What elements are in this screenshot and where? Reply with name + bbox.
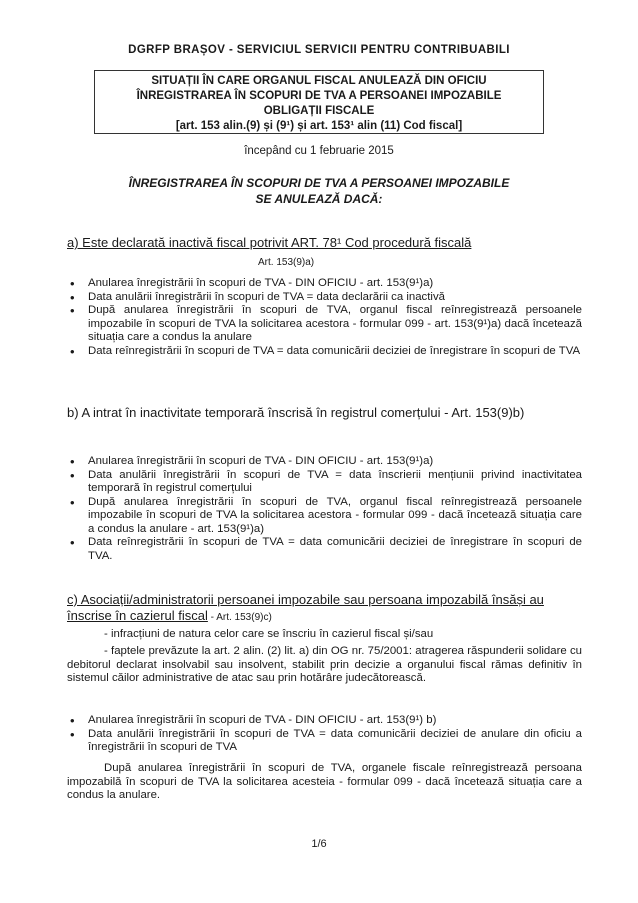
list-item: • Data anulării înregistrării în scopuri de TVA = data comunicării deciziei de anulare din oficiu a înregistrării în scopuri de TVA — [67, 728, 582, 755]
title-line-1: SITUAȚII ÎN CARE ORGANUL FISCAL ANULEAZĂ DIN OFICIU — [151, 75, 487, 87]
list-item: • Data anulării înregistrării în scopuri de TVA = data înscrierii mențiunii privind inactivitatea temporară în registrul comerțului — [67, 469, 582, 496]
list-item: • După anularea înregistrării în scopuri de TVA, organul fiscal reînregistrează persoanele impozabile în scopuri de TVA la solicitarea acestora - formular 099 - art. 153(9¹)a) dacă încetează situația care a condus la anulare — [67, 304, 582, 345]
section-c-title — [67, 592, 582, 626]
title-box — [94, 70, 544, 134]
list-item: • Anularea înregistrării în scopuri de TVA - DIN OFICIU - art. 153(9¹) b) — [67, 714, 582, 728]
section-a-title — [67, 235, 582, 251]
section-c-item-1: - infracțiuni de natura celor care se înscriu în cazierul fiscal și/sau — [104, 628, 434, 640]
title-line-4: [art. 153 alin.(9) și (9¹) și art. 153¹ alin (11) Cod fiscal] — [175, 120, 463, 132]
section-a-list — [67, 277, 582, 358]
section-a-title-text: a) Este declarată inactivă fiscal potrivit ART. 78¹ Cod procedură fiscală — [67, 235, 472, 250]
effective-date: începând cu 1 februarie 2015 — [244, 145, 394, 157]
section-b-title: b) A intrat în inactivitate temporară înscrisă în registrul comerțului - Art. 153(9)b) — [67, 405, 525, 420]
section-c-closing: După anularea înregistrării în scopuri de TVA, organele fiscale reînregistrează persoana impozabilă în scopuri de TVA la solicitarea acesteia - formular 099 - dacă încetează situația care a condus la anulare. — [67, 762, 582, 801]
list-item: • Data reînregistrării în scopuri de TVA = data comunicării deciziei de înregistrare în scopuri de TVA. — [67, 536, 582, 563]
document-header: DGRFP BRAȘOV - SERVICIUL SERVICII PENTRU CONTRIBUABILI — [128, 44, 510, 56]
list-item: • După anularea înregistrării în scopuri de TVA, organul fiscal reînregistrează persoanele impozabile în scopuri de TVA la solicitarea acestora - formular 099 - dacă încetează situația care a condus la anulare - art. 153(9¹)a) — [67, 496, 582, 537]
page-number: 1/6 — [311, 838, 327, 850]
list-item: • Anularea înregistrării în scopuri de TVA - DIN OFICIU - art. 153(9¹)a) — [67, 277, 582, 291]
list-item: • Anularea înregistrării în scopuri de TVA - DIN OFICIU - art. 153(9¹)a) — [67, 455, 582, 469]
main-heading — [0, 175, 638, 207]
title-line-2: ÎNREGISTRAREA ÎN SCOPURI DE TVA A PERSOANEI IMPOZABILE — [136, 90, 502, 102]
list-item: • Data anulării înregistrării în scopuri de TVA = data declarării ca inactivă — [67, 291, 582, 305]
section-a-ref: Art. 153(9)a) — [258, 257, 315, 268]
main-heading-line-2: SE ANULEAZĂ DACĂ: — [255, 192, 383, 206]
title-line-3: OBLIGAȚII FISCALE — [263, 105, 375, 117]
section-c-item-2: - faptele prevăzute la art. 2 alin. (2) lit. a) din OG nr. 75/2001: atragerea răspunderii solidare cu debitorul declarat insolvabil sau insolvent, stabilit prin decizie a organului fiscal rămas definitiv în sistemul căilor administrative de atac sau prin hotărâre judecătorească. — [67, 645, 582, 684]
section-b-list — [67, 455, 582, 563]
section-c-ref: - Art. 153(9)c) — [207, 612, 272, 623]
section-c-list — [67, 714, 582, 755]
section-c-title-text: c) Asociații/administratorii persoanei impozabile sau persoana impozabilă însăși au înscrise în cazierul fiscal — [67, 592, 544, 623]
main-heading-line-1: ÎNREGISTRAREA ÎN SCOPURI DE TVA A PERSOANEI IMPOZABILE — [128, 176, 510, 190]
list-item: • Data reînregistrării în scopuri de TVA = data comunicării deciziei de înregistrare în scopuri de TVA — [67, 345, 582, 359]
